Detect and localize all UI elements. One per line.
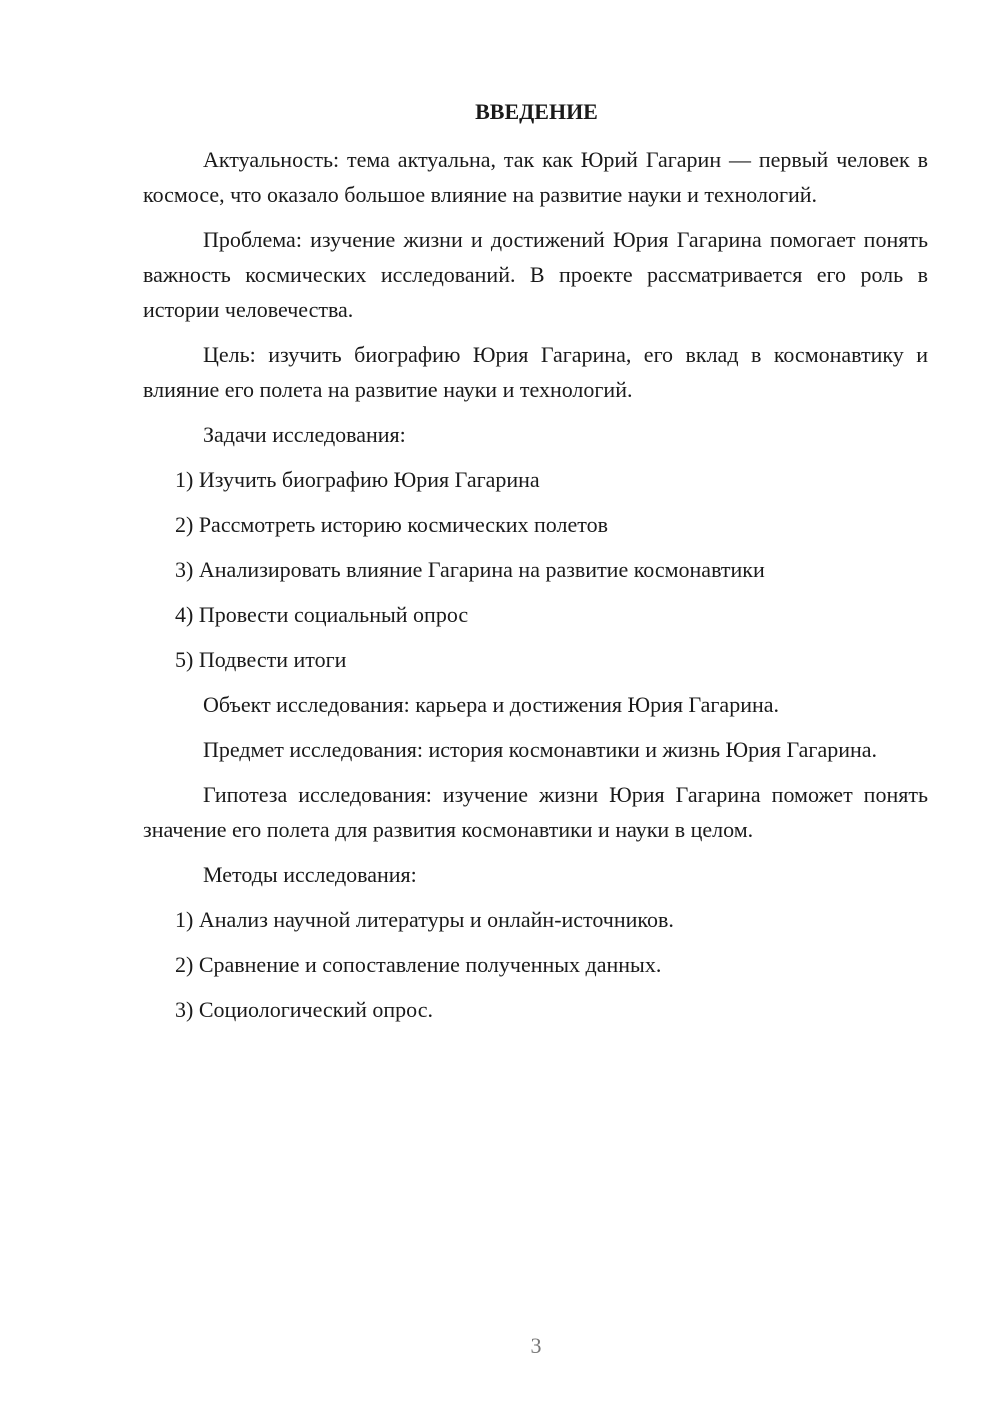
- tasks-heading: Задачи исследования:: [203, 422, 406, 447]
- page-content: [143, 96, 928, 1037]
- page-number: 3: [530, 1333, 542, 1358]
- hypothesis-paragraph: Гипотеза исследования: изучение жизни Юрия Гагарина поможет понять значение его полета для развития космонавтики и науки в целом.: [143, 782, 928, 842]
- task-item: 1) Изучить биографию Юрия Гагарина: [175, 467, 540, 492]
- method-item: 2) Сравнение и сопоставление полученных данных.: [175, 952, 662, 977]
- method-item: 3) Социологический опрос.: [175, 997, 433, 1022]
- relevance-paragraph: Актуальность: тема актуальна, так как Юрий Гагарин — первый человек в космосе, что оказало большое влияние на развитие науки и технологий.: [143, 147, 928, 207]
- task-item: 4) Провести социальный опрос: [175, 602, 469, 627]
- task-item: 2) Рассмотреть историю космических полетов: [175, 512, 608, 537]
- goal-paragraph: Цель: изучить биографию Юрия Гагарина, его вклад в космонавтику и влияние его полета на развитие науки и технологий.: [143, 342, 928, 402]
- subject-paragraph: Предмет исследования: история космонавтики и жизнь Юрия Гагарина.: [203, 737, 878, 762]
- task-item: 5) Подвести итоги: [175, 647, 347, 672]
- method-item: 1) Анализ научной литературы и онлайн-источников.: [175, 907, 674, 932]
- task-item: 3) Анализировать влияние Гагарина на развитие космонавтики: [175, 557, 765, 582]
- object-paragraph: Объект исследования: карьера и достижения Юрия Гагарина.: [203, 692, 780, 717]
- methods-heading: Методы исследования:: [203, 862, 417, 887]
- problem-paragraph: Проблема: изучение жизни и достижений Юрия Гагарина помогает понять важность космических исследований. В проекте рассматривается его роль в истории человечества.: [143, 227, 928, 322]
- page-title: ВВЕДЕНИЕ: [475, 99, 598, 124]
